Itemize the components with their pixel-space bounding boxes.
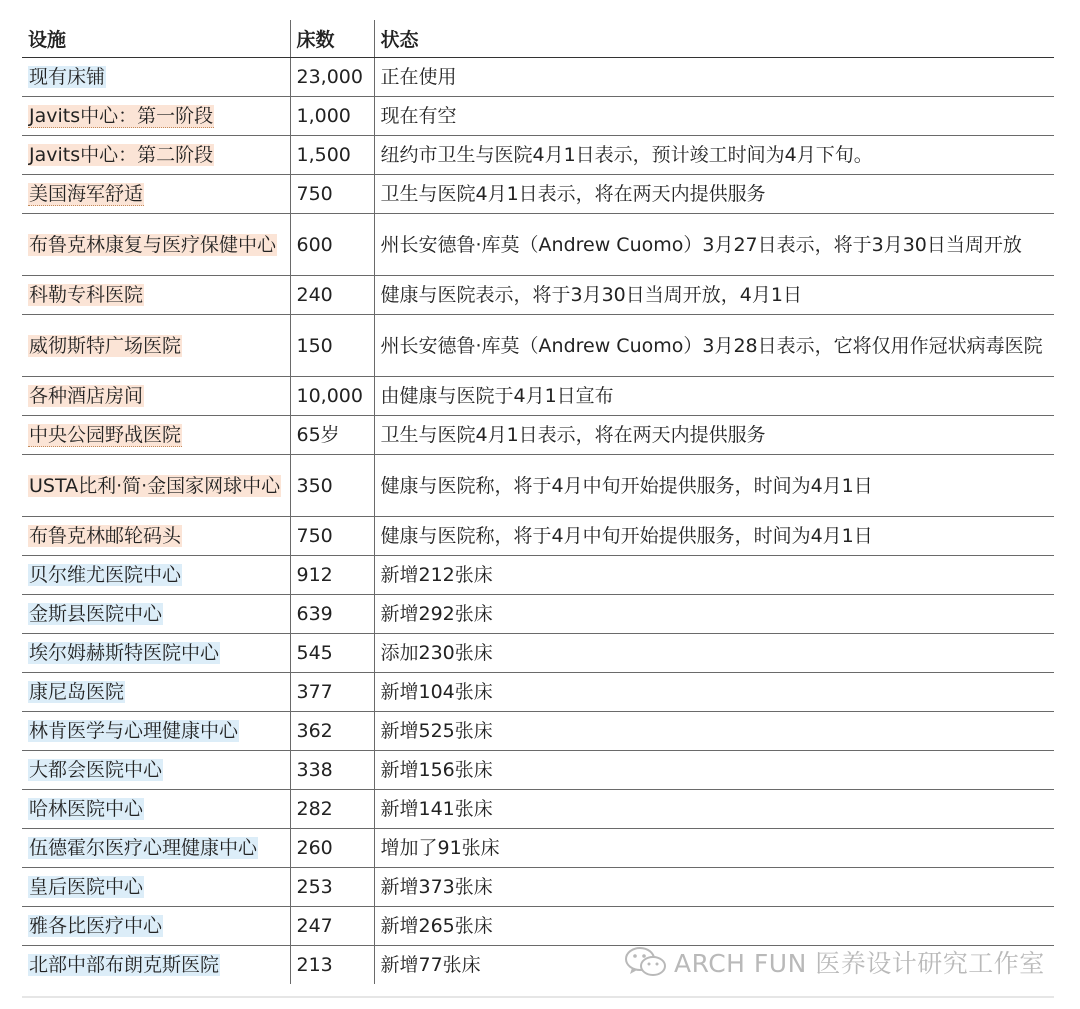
cell-status: 新增265张床 [374, 907, 1054, 946]
facility-name: USTA比利·简·金国家网球中心 [29, 474, 281, 497]
cell-facility [22, 673, 290, 712]
table-row [22, 790, 1054, 829]
header-status: 状态 [374, 20, 1054, 58]
cell-beds: 1,000 [290, 97, 374, 136]
cell-facility [22, 416, 290, 455]
cell-facility [22, 946, 290, 985]
cell-status: 健康与医院称，将于4月中旬开始提供服务，时间为4月1日 [374, 517, 1054, 556]
header-facility: 设施 [22, 20, 290, 58]
cell-facility [22, 315, 290, 377]
facility-name: 埃尔姆赫斯特医院中心 [29, 642, 220, 664]
table-row [22, 175, 1054, 214]
cell-status: 新增373张床 [374, 868, 1054, 907]
cell-facility [22, 517, 290, 556]
cell-beds: 545 [290, 634, 374, 673]
table-row [22, 751, 1054, 790]
cell-facility [22, 276, 290, 315]
facility-name: 伍德霍尔医疗心理健康中心 [29, 837, 258, 859]
facility-name: 皇后医院中心 [29, 876, 144, 898]
table-row [22, 214, 1054, 276]
facility-name: 金斯县医院中心 [29, 603, 163, 625]
cell-beds: 240 [290, 276, 374, 315]
table-row [22, 556, 1054, 595]
cell-beds: 23,000 [290, 58, 374, 97]
watermark [624, 944, 1045, 980]
cell-facility [22, 868, 290, 907]
header-beds: 床数 [290, 20, 374, 58]
cell-status: 新增212张床 [374, 556, 1054, 595]
cell-status: 添加230张床 [374, 634, 1054, 673]
table-header-row [22, 20, 1054, 58]
cell-status: 新增292张床 [374, 595, 1054, 634]
facility-name: 林肯医学与心理健康中心 [29, 720, 239, 742]
facility-name: 美国海军舒适 [29, 183, 144, 205]
table-row [22, 377, 1054, 416]
cell-beds: 247 [290, 907, 374, 946]
cell-facility [22, 136, 290, 175]
cell-status: 卫生与医院4月1日表示，将在两天内提供服务 [374, 175, 1054, 214]
table-row [22, 416, 1054, 455]
cell-facility [22, 790, 290, 829]
cell-beds: 350 [290, 455, 374, 517]
table-row [22, 595, 1054, 634]
cell-status: 新增525张床 [374, 712, 1054, 751]
table-row [22, 455, 1054, 517]
watermark-text: ARCH FUN 医养设计研究工作室 [674, 949, 1045, 978]
cell-beds: 1,500 [290, 136, 374, 175]
facility-name: 贝尔维尤医院中心 [29, 564, 182, 586]
facility-name: 北部中部布朗克斯医院 [29, 954, 220, 976]
table-row [22, 97, 1054, 136]
cell-beds: 65岁 [290, 416, 374, 455]
cell-facility [22, 455, 290, 517]
facility-name: 哈林医院中心 [29, 798, 144, 820]
cell-status: 健康与医院称，将于4月中旬开始提供服务，时间为4月1日 [374, 455, 1054, 517]
table-row [22, 673, 1054, 712]
cell-facility [22, 97, 290, 136]
facility-name: 布鲁克林邮轮码头 [29, 525, 182, 547]
table-body [22, 58, 1054, 985]
cell-status: 正在使用 [374, 58, 1054, 97]
cell-status: 纽约市卫生与医院4月1日表示，预计竣工时间为4月下旬。 [374, 136, 1054, 175]
cell-status: 州长安德鲁·库莫（Andrew Cuomo）3月27日表示，将于3月30日当周开放 [374, 214, 1054, 276]
table-row [22, 136, 1054, 175]
facility-name: Javits中心：第二阶段 [29, 144, 214, 166]
cell-beds: 253 [290, 868, 374, 907]
cell-facility [22, 175, 290, 214]
bottom-divider [22, 996, 1054, 998]
cell-beds: 213 [290, 946, 374, 985]
facility-name: 各种酒店房间 [29, 385, 144, 407]
cell-beds: 260 [290, 829, 374, 868]
cell-beds: 362 [290, 712, 374, 751]
facility-name: 雅各比医疗中心 [29, 915, 163, 937]
facility-name: 威彻斯特广场医院 [29, 334, 182, 357]
cell-beds: 750 [290, 517, 374, 556]
cell-facility [22, 377, 290, 416]
table-row [22, 315, 1054, 377]
table-row [22, 276, 1054, 315]
facility-name: 布鲁克林康复与医疗保健中心 [29, 233, 277, 256]
table-row [22, 907, 1054, 946]
cell-status: 健康与医院表示，将于3月30日当周开放，4月1日 [374, 276, 1054, 315]
cell-facility [22, 907, 290, 946]
table-row [22, 868, 1054, 907]
facility-name: 中央公园野战医院 [29, 424, 182, 446]
table-row [22, 712, 1054, 751]
cell-facility [22, 556, 290, 595]
table-row [22, 829, 1054, 868]
facility-name: 大都会医院中心 [29, 759, 163, 781]
cell-status: 新增104张床 [374, 673, 1054, 712]
cell-status: 现在有空 [374, 97, 1054, 136]
cell-facility [22, 634, 290, 673]
table-row [22, 634, 1054, 673]
cell-facility [22, 595, 290, 634]
cell-beds: 282 [290, 790, 374, 829]
cell-facility [22, 214, 290, 276]
cell-beds: 10,000 [290, 377, 374, 416]
cell-beds: 639 [290, 595, 374, 634]
cell-facility [22, 58, 290, 97]
cell-facility [22, 829, 290, 868]
cell-status: 增加了91张床 [374, 829, 1054, 868]
table-row [22, 517, 1054, 556]
table-row [22, 58, 1054, 97]
cell-beds: 338 [290, 751, 374, 790]
cell-status: 新增77张床 [374, 946, 1054, 985]
cell-beds: 912 [290, 556, 374, 595]
cell-status: 新增141张床 [374, 790, 1054, 829]
cell-status: 新增156张床 [374, 751, 1054, 790]
cell-beds: 150 [290, 315, 374, 377]
facility-name: 康尼岛医院 [29, 681, 125, 703]
cell-beds: 750 [290, 175, 374, 214]
cell-facility [22, 712, 290, 751]
facility-name: 现有床铺 [29, 66, 106, 88]
cell-status: 卫生与医院4月1日表示，将在两天内提供服务 [374, 416, 1054, 455]
cell-beds: 600 [290, 214, 374, 276]
cell-beds: 377 [290, 673, 374, 712]
wechat-icon [624, 945, 668, 979]
facility-table-container [22, 20, 1054, 984]
facility-table [22, 20, 1054, 984]
cell-facility [22, 751, 290, 790]
facility-name: Javits中心：第一阶段 [29, 105, 214, 127]
cell-status: 州长安德鲁·库莫（Andrew Cuomo）3月28日表示，它将仅用作冠状病毒医院 [374, 315, 1054, 377]
cell-status: 由健康与医院于4月1日宣布 [374, 377, 1054, 416]
facility-name: 科勒专科医院 [29, 284, 144, 306]
